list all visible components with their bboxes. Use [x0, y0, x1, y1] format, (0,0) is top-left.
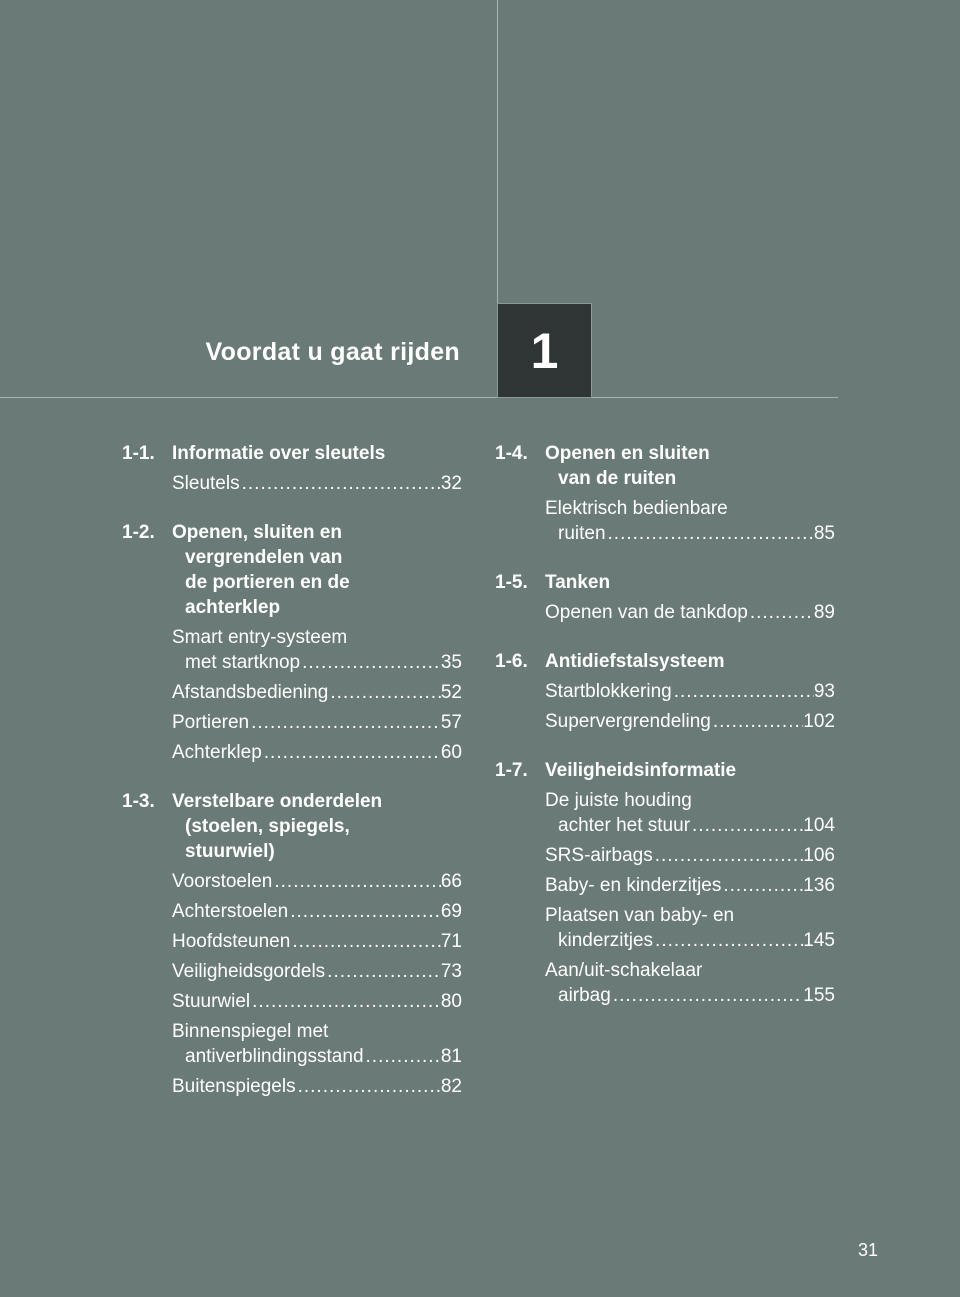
section-heading	[122, 789, 462, 864]
dot-leader	[690, 813, 803, 838]
entry-label: Stuurwiel	[172, 991, 251, 1012]
section-number: 1-1.	[122, 443, 155, 464]
entry-label: achter het stuur	[558, 815, 691, 836]
entry-page-number: 136	[803, 875, 835, 896]
dot-leader	[748, 600, 814, 625]
toc-entry[interactable]	[172, 929, 462, 954]
entry-label: Supervergrendeling	[545, 711, 711, 732]
entry-row	[172, 899, 462, 924]
entry-row	[545, 521, 835, 546]
entry-label: ruiten	[558, 523, 606, 544]
dot-leader	[672, 679, 814, 704]
entry-label: Achterstoelen	[172, 901, 289, 922]
horizontal-rule	[0, 397, 838, 398]
section-heading	[495, 758, 835, 783]
toc-section	[495, 441, 835, 546]
toc-entry[interactable]	[172, 959, 462, 984]
entry-label-line: De juiste houding	[545, 790, 692, 811]
dot-leader	[262, 740, 441, 765]
entry-label: SRS-airbags	[545, 845, 653, 866]
toc-entry[interactable]	[172, 989, 462, 1014]
entry-page-number: 71	[440, 931, 462, 952]
toc-section	[495, 649, 835, 734]
entry-page-number: 81	[440, 1046, 462, 1067]
toc-entry[interactable]	[172, 625, 462, 675]
dot-leader	[250, 989, 441, 1014]
section-number: 1-4.	[495, 443, 528, 464]
entry-page-number: 66	[440, 871, 462, 892]
toc-right-column	[495, 441, 835, 1032]
entry-row	[172, 650, 462, 675]
section-title	[545, 441, 835, 491]
entry-page-number: 104	[803, 815, 835, 836]
entry-label: Buitenspiegels	[172, 1076, 296, 1097]
dot-leader	[653, 843, 804, 868]
entry-label-line: Elektrisch bedienbare	[545, 498, 728, 519]
entry-label: antiverblindingsstand	[185, 1046, 364, 1067]
entry-label: Sleutels	[172, 473, 240, 494]
section-title-line: Antidiefstalsysteem	[545, 651, 725, 672]
toc-entry[interactable]	[545, 600, 835, 625]
toc-entry[interactable]	[172, 740, 462, 765]
section-entries	[495, 679, 835, 734]
toc-section	[122, 789, 462, 1099]
entry-label: Achterklep	[172, 742, 262, 763]
entry-page-number: 80	[440, 991, 462, 1012]
section-number: 1-3.	[122, 791, 155, 812]
entry-row	[172, 680, 462, 705]
chapter-number: 1	[530, 322, 559, 379]
section-heading	[495, 441, 835, 491]
entry-label-line: Binnenspiegel met	[172, 1021, 329, 1042]
section-heading	[122, 441, 462, 466]
entry-row	[545, 679, 835, 704]
dot-leader	[249, 710, 441, 735]
section-title-line: Openen, sluiten en	[172, 522, 342, 543]
section-title-line: Veiligheidsinformatie	[545, 760, 737, 781]
toc-entry[interactable]	[545, 788, 835, 838]
entry-label: Hoofdsteunen	[172, 931, 291, 952]
dot-leader	[328, 680, 441, 705]
dot-leader	[240, 471, 441, 496]
section-title-line: Informatie over sleutels	[172, 443, 386, 464]
toc-entry[interactable]	[545, 843, 835, 868]
section-title	[545, 570, 835, 595]
section-entries	[122, 625, 462, 765]
chapter-number-box	[497, 303, 592, 398]
entry-row	[172, 869, 462, 894]
entry-page-number: 52	[440, 682, 462, 703]
section-heading	[495, 570, 835, 595]
section-title	[172, 441, 462, 466]
entry-row	[545, 928, 835, 953]
entry-row	[172, 929, 462, 954]
entry-row	[172, 740, 462, 765]
entry-label: Afstandsbediening	[172, 682, 329, 703]
entry-label: Startblokkering	[545, 681, 672, 702]
dot-leader	[300, 650, 441, 675]
entry-label: airbag	[558, 985, 611, 1006]
entry-label: Voorstoelen	[172, 871, 273, 892]
section-title-line: vergrendelen van	[185, 547, 343, 568]
entry-row	[545, 709, 835, 734]
dot-leader	[611, 983, 803, 1008]
toc-section	[122, 441, 462, 496]
toc-entry[interactable]	[172, 471, 462, 496]
dot-leader	[653, 928, 803, 953]
section-heading	[495, 649, 835, 674]
toc-section	[495, 758, 835, 1008]
section-number: 1-7.	[495, 760, 528, 781]
entry-page-number: 82	[440, 1076, 462, 1097]
section-number: 1-6.	[495, 651, 528, 672]
entry-row	[172, 471, 462, 496]
toc-entry[interactable]	[545, 496, 835, 546]
entry-page-number: 145	[803, 930, 835, 951]
section-entries	[495, 788, 835, 1008]
section-title-line: Tanken	[545, 572, 611, 593]
dot-leader	[288, 899, 441, 924]
section-entries	[495, 496, 835, 546]
entry-label: Portieren	[172, 712, 250, 733]
entry-page-number: 57	[440, 712, 462, 733]
dot-leader	[711, 709, 803, 734]
entry-label-line: Aan/uit-schakelaar	[545, 960, 703, 981]
entry-label-line: Smart entry-systeem	[172, 627, 348, 648]
section-title-line: de portieren en de	[185, 572, 350, 593]
entry-label: kinderzitjes	[558, 930, 654, 951]
entry-page-number: 60	[440, 742, 462, 763]
toc-section	[495, 570, 835, 625]
entry-row	[172, 710, 462, 735]
toc-entry[interactable]	[172, 710, 462, 735]
section-title	[545, 649, 835, 674]
entry-row	[172, 1074, 462, 1099]
section-entries	[495, 600, 835, 625]
entry-page-number: 35	[440, 652, 462, 673]
section-title-line: (stoelen, spiegels,	[185, 816, 350, 837]
entry-label: Veiligheidsgordels	[172, 961, 326, 982]
section-number: 1-5.	[495, 572, 528, 593]
dot-leader	[721, 873, 803, 898]
toc-entry[interactable]	[545, 679, 835, 704]
page-number: 31	[858, 1240, 879, 1260]
entry-row	[545, 813, 835, 838]
toc-entry[interactable]	[172, 1074, 462, 1099]
section-title-line: Verstelbare onderdelen	[172, 791, 383, 812]
entry-page-number: 89	[813, 602, 835, 623]
entry-row	[172, 1044, 462, 1069]
section-title-line: Openen en sluiten	[545, 443, 710, 464]
entry-label: Baby- en kinderzitjes	[545, 875, 722, 896]
section-heading	[122, 520, 462, 620]
entry-row	[545, 983, 835, 1008]
entry-row	[545, 843, 835, 868]
toc-section	[122, 520, 462, 765]
toc-entry[interactable]	[172, 869, 462, 894]
entry-page-number: 155	[803, 985, 835, 1006]
entry-label-line: Plaatsen van baby- en	[545, 905, 735, 926]
toc-left-column	[122, 441, 462, 1123]
entry-page-number: 106	[803, 845, 835, 866]
section-title	[545, 758, 835, 783]
section-title-line: achterklep	[185, 597, 281, 618]
toc-entry[interactable]	[545, 709, 835, 734]
dot-leader	[296, 1074, 441, 1099]
entry-page-number: 93	[813, 681, 835, 702]
dot-leader	[364, 1044, 441, 1069]
entry-page-number: 85	[813, 523, 835, 544]
toc-entry[interactable]	[545, 958, 835, 1008]
entry-label: met startknop	[185, 652, 301, 673]
entry-row	[172, 959, 462, 984]
entry-row	[545, 873, 835, 898]
section-title-line: van de ruiten	[558, 468, 677, 489]
entry-page-number: 73	[440, 961, 462, 982]
section-title-line: stuurwiel)	[185, 841, 275, 862]
dot-leader	[290, 929, 441, 954]
dot-leader	[606, 521, 814, 546]
section-entries	[122, 869, 462, 1099]
toc-entry[interactable]	[172, 1019, 462, 1069]
toc-entry[interactable]	[545, 903, 835, 953]
chapter-title: Voordat u gaat rijden	[205, 338, 460, 366]
dot-leader	[272, 869, 441, 894]
section-title	[172, 520, 462, 620]
section-number: 1-2.	[122, 522, 155, 543]
section-entries	[122, 471, 462, 496]
entry-row	[545, 600, 835, 625]
toc-entry[interactable]	[172, 899, 462, 924]
entry-label: Openen van de tankdop	[545, 602, 748, 623]
dot-leader	[325, 959, 441, 984]
entry-page-number: 32	[440, 473, 462, 494]
section-title	[172, 789, 462, 864]
toc-entry[interactable]	[545, 873, 835, 898]
entry-page-number: 69	[440, 901, 462, 922]
entry-row	[172, 989, 462, 1014]
entry-page-number: 102	[803, 711, 835, 732]
toc-entry[interactable]	[172, 680, 462, 705]
